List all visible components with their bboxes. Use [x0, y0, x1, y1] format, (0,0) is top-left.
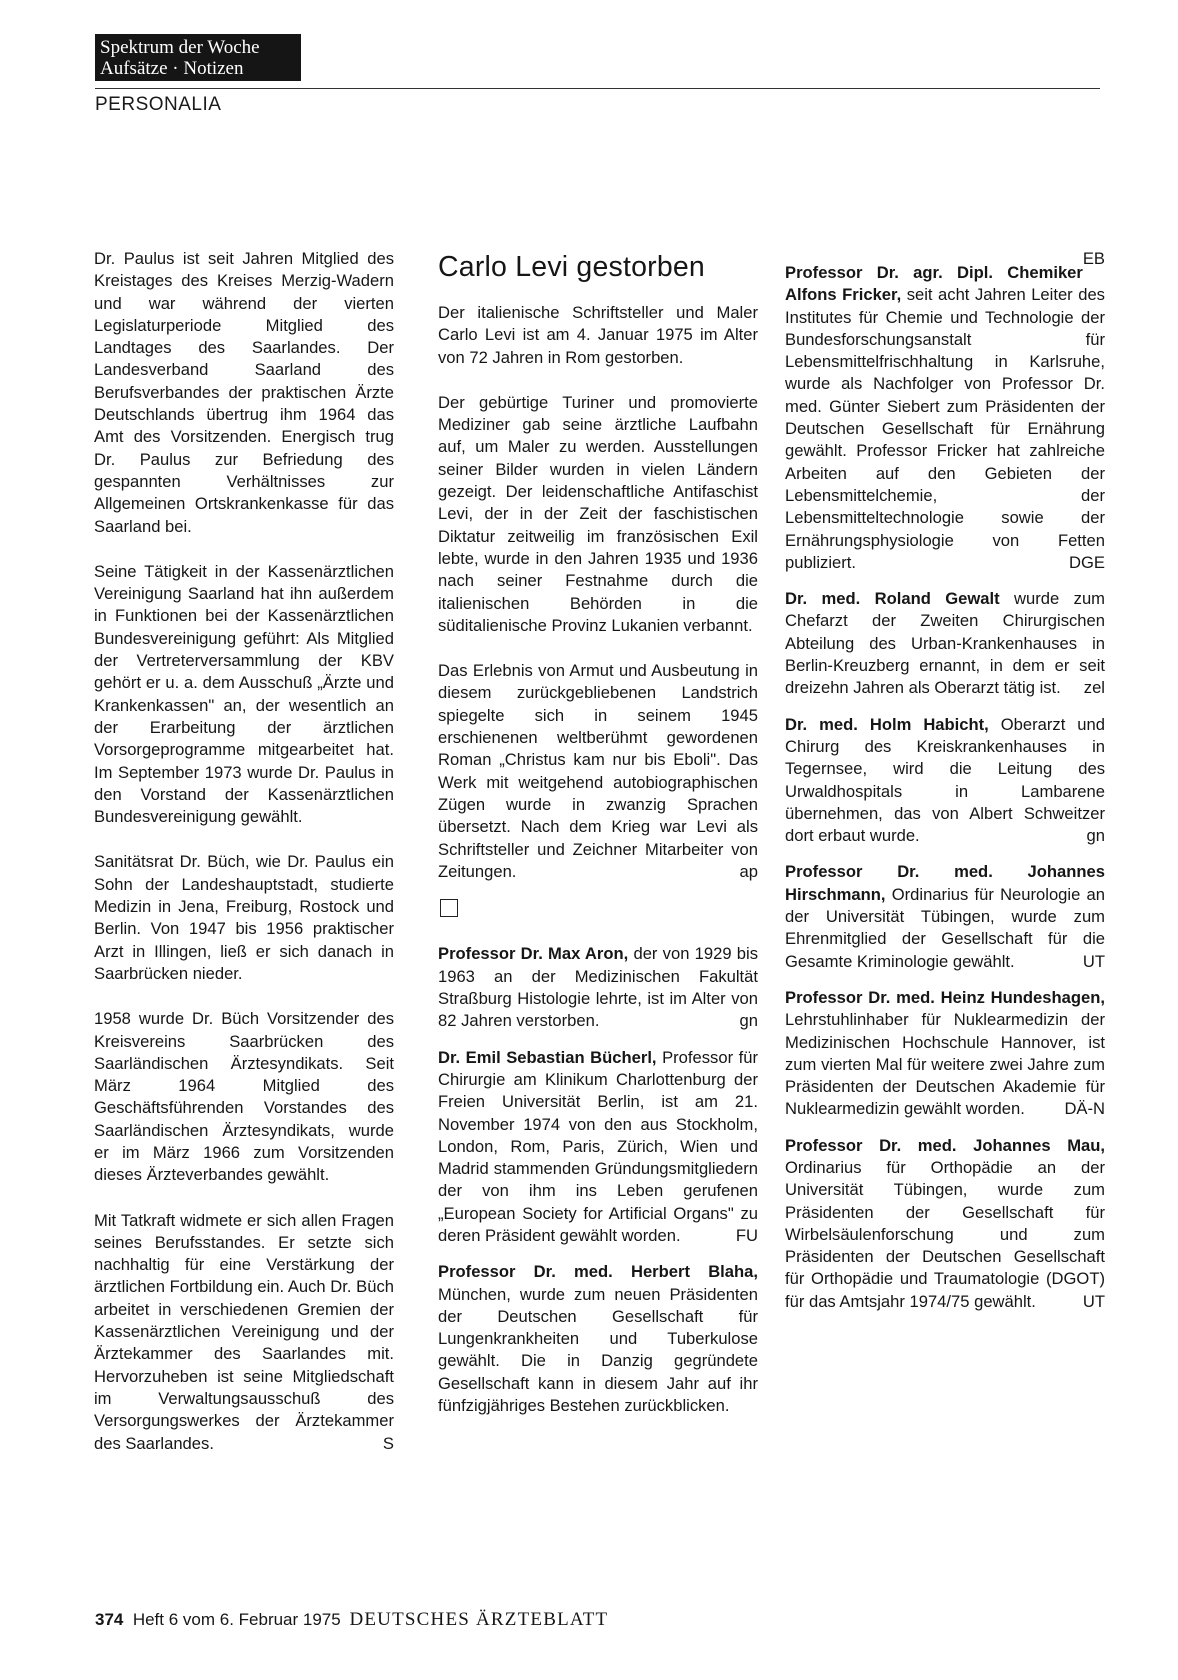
notice	[438, 943, 758, 1032]
column-2	[438, 250, 758, 1431]
article-headline: Carlo Levi gestorben	[438, 251, 705, 283]
author-initials: EB	[1082, 249, 1105, 268]
author-initials: UT	[1082, 1291, 1105, 1311]
paragraph	[438, 392, 758, 637]
paragraph	[94, 1008, 394, 1186]
masthead	[95, 34, 301, 81]
author-initials: gn	[739, 1011, 758, 1031]
page-number: 374	[95, 1610, 124, 1629]
notice-text: wurde zum Chefarzt der Zweiten Chirurgischen Abteilung des Urban-Krankenhauses in Berlin-Kreuzberg ernannt, in dem er seit dreizehn Jahren als Oberarzt tätig ist.	[785, 589, 1105, 698]
notice	[785, 861, 1105, 972]
paragraph	[94, 851, 394, 985]
notice	[785, 714, 1105, 848]
author-initials: DÄ-N	[1064, 1099, 1105, 1119]
person-name: Professor Dr. Max Aron,	[438, 944, 629, 964]
person-name: Professor Dr. agr. Dipl. Chemiker Alfons Fricker,	[785, 263, 1083, 305]
notice-text: Ordinarius für Neurologie an der Universität Tübingen, wurde zum Ehrenmitglied der Gesellschaft für die Gesamte Kriminologie gewählt.	[785, 884, 1105, 971]
journal-title: DEUTSCHES ÄRZTEBLATT	[349, 1609, 609, 1630]
issue-info: Heft 6 vom 6. Februar 1975	[132, 1610, 341, 1629]
author-initials: FU	[735, 1225, 758, 1245]
masthead-line-2: Aufsätze · Notizen	[100, 58, 244, 79]
author-initials: ap	[739, 861, 758, 881]
notice-text: München, wurde zum neuen Präsidenten der Deutschen Gesellschaft für Lungenkrankheiten und Tuberkulose gewählt. Die in Danzig gegründete Gesellschaft kann in diesem Jahr auf ihr fünfzigjähriges Bestehen zurückblicken.	[438, 1284, 758, 1416]
person-name: Professor Dr. med. Johannes Mau,	[785, 1135, 1105, 1155]
notice	[785, 1135, 1105, 1313]
paragraph-text: Seine Tätigkeit in der Kassenärztlichen Vereinigung Saarland hat ihn außerdem in Funktionen bei der Kassenärztlichen Bundesvereinigung geführt: Als Mitglied der Vertreterversammlung der KBV gehört er u. a. dem Ausschuß „Ärzte und Krankenkassen" an, der wesentlich an der Erarbeitung der ärztlichen Vorsorgeprogramme mitgearbeitet hat. Im September 1973 wurde Dr. Paulus in den Vorstand der Kassenärztlichen Bundesvereinigung gewählt.	[94, 561, 394, 827]
paragraph-text: Das Erlebnis von Armut und Ausbeutung in diesem zurückgebliebenen Landstrich spiegelte sich in seinem 1945 erschienenen weltberühmt gewordenen Roman „Christus kam nur bis Eboli". Das Werk mit weitgehend autobiographischen Zügen wurde in zwanzig Sprachen übersetzt. Nach dem Krieg war Levi als Schriftsteller und Zeichner Mitarbeiter von Zeitungen.	[438, 661, 758, 881]
notice-text: der von 1929 bis 1963 an der Medizinischen Fakultät Straßburg Histologie lehrte, ist im Alter von 82 Jahren verstorben.	[438, 944, 758, 1031]
person-name: Dr. med. Roland Gewalt	[785, 589, 1000, 609]
author-initials: S	[382, 1433, 394, 1453]
notice-text: Lehrstuhlinhaber für Nuklearmedizin der Medizinischen Hochschule Hannover, ist zum vierten Mal für weitere zwei Jahre zum Präsidenten der Deutschen Akademie für Nuklearmedizin gewählt worden.	[785, 1010, 1105, 1119]
author-initials: zel	[1083, 678, 1105, 698]
end-of-article-box-icon	[440, 899, 458, 917]
notice	[785, 588, 1105, 699]
person-name: Dr. med. Holm Habicht,	[785, 714, 989, 734]
paragraph-text: Der gebürtige Turiner und promovierte Mediziner gab seine ärztliche Laufbahn auf, um Maler zu werden. Ausstellungen seiner Bilder wurden in vielen Ländern gezeigt. Der leidenschaftliche Antifaschist Levi, der in der Zeit der faschistischen Diktatur zeitweilig im französischen Exil lebte, wurde in den Jahren 1935 und 1936 nach seiner Festnahme durch die italienischen Behörden in die süditalienische Provinz Lukanien verbannt.	[438, 392, 758, 635]
author-initials: gn	[1086, 826, 1105, 846]
paragraph	[438, 660, 758, 883]
column-3	[785, 248, 1105, 1327]
person-name: Professor Dr. med. Heinz Hundeshagen,	[785, 987, 1105, 1007]
author-initials: DGE	[1069, 552, 1105, 572]
page-footer	[95, 1609, 608, 1631]
paragraph	[438, 302, 758, 369]
paragraph	[94, 248, 394, 538]
person-name: Professor Dr. med. Herbert Blaha,	[438, 1262, 758, 1282]
column-1	[94, 248, 394, 1478]
masthead-line-1: Spektrum der Woche	[100, 37, 260, 58]
header-rule	[95, 88, 1100, 89]
notice-text: Oberarzt und Chirurg des Kreiskrankenhauses in Tegernsee, wird die Leitung des Urwaldhospitals in Lambarene übernehmen, das von Albert Schweitzer dort erbaut wurde.	[785, 714, 1105, 846]
paragraph-text: 1958 wurde Dr. Büch Vorsitzender des Kreisvereins Saarbrücken des Saarländischen Ärztesyndikats. Seit März 1964 Mitglied des Geschäftsführenden Vorstandes des Saarländischen Ärztesyndikats, wurde er im März 1966 zum Vorsitzenden dieses Ärzteverbandes gewählt.	[94, 1009, 394, 1185]
notice-text: Professor für Chirurgie am Klinikum Charlottenburg der Freien Universität Berlin, ist am 21. November 1974 von den aus Stockholm, London, Rom, Paris, Zürich, Wien und Madrid stammenden Gründungsmitgliedern der von ihm ins Leben gerufenen „European Society for Artificial Organs" zu deren Präsident gewählt worden.	[438, 1047, 758, 1245]
notice	[438, 1047, 758, 1248]
section-label: PERSONALIA	[95, 94, 222, 115]
notice	[785, 987, 1105, 1121]
person-name: Professor Dr. med. Johannes Hirschmann,	[785, 862, 1105, 904]
person-name: Dr. Emil Sebastian Bücherl,	[438, 1047, 657, 1067]
author-initials: UT	[1082, 951, 1105, 971]
paragraph-text: Sanitätsrat Dr. Büch, wie Dr. Paulus ein Sohn der Landeshauptstadt, studierte Medizin in Jena, Freiburg, Rostock und Berlin. Von 1947 bis 1956 praktischer Arzt in Illingen, ließ er sich danach in Saarbrücken nieder.	[94, 852, 394, 983]
notice	[438, 1261, 758, 1417]
notice	[785, 262, 1105, 574]
notice-text: seit acht Jahren Leiter des Institutes für Chemie und Technologie der Bundesforschungsanstalt für Lebensmittelfrischhaltung in Karlsruhe, wurde als Nachfolger von Professor Dr. med. Günter Siebert zum Präsidenten der Deutschen Gesellschaft für Ernährung gewählt. Professor Fricker hat zahlreiche Arbeiten auf den Gebieten der Lebensmittelchemie, der Lebensmitteltechnologie sowie der Ernährungsphysiologie von Fetten publiziert.	[785, 285, 1105, 572]
paragraph-text: Der italienische Schriftsteller und Maler Carlo Levi ist am 4. Januar 1975 im Alter von 72 Jahren in Rom gestorben.	[438, 303, 758, 367]
notice-text: Ordinarius für Orthopädie an der Universität Tübingen, wurde zum Präsidenten der Gesellschaft für Wirbelsäulenforschung und zum Präsidenten der Deutschen Gesellschaft für Orthopädie und Traumatologie (DGOT) für das Amtsjahr 1974/75 gewählt.	[785, 1157, 1105, 1311]
paragraph	[94, 1210, 394, 1455]
paragraph	[94, 561, 394, 829]
paragraph-text: Dr. Paulus ist seit Jahren Mitglied des Kreistages des Kreises Merzig-Wadern und war während der vierten Legislaturperiode Mitglied des Landtages des Saarlandes. Der Landesverband Saarland des Berufsverbandes der praktischen Ärzte Deutschlands übertrug ihm 1964 das Amt des Vorsitzenden. Energisch trug Dr. Paulus zur Befriedung des gespannten Verhältnisses zur Allgemeinen Ortskrankenkasse für das Saarland bei.	[94, 249, 394, 536]
paragraph-text: Mit Tatkraft widmete er sich allen Fragen seines Berufsstandes. Er setzte sich nachhaltig für eine Verstärkung der ärztlichen Fortbildung ein. Auch Dr. Büch arbeitet in verschiedenen Gremien der Kassenärztlichen Vereinigung und der Ärztekammer des Saarlandes mit. Hervorzuheben ist seine Mitgliedschaft im Verwaltungsausschuß des Versorgungswerkes der Ärztekammer des Saarlandes.	[94, 1210, 394, 1453]
